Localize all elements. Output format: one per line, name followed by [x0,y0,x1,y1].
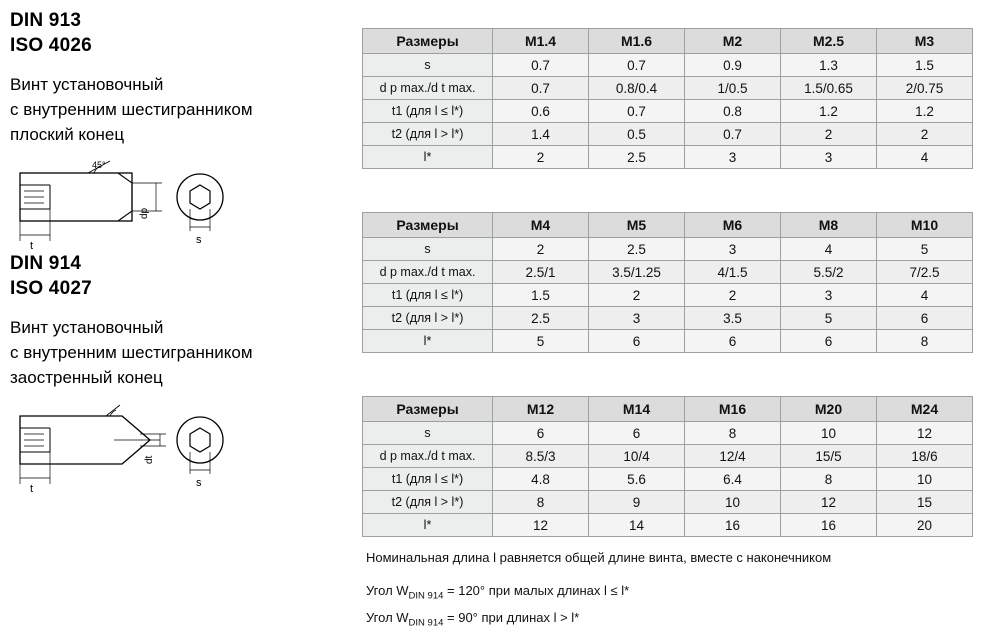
svg-text:45°: 45° [92,160,106,170]
col-header-size-3: M6 [685,213,781,238]
cell: 6 [685,330,781,353]
row-label: t2 (для l > l*) [363,307,493,330]
cell: 2/0.75 [877,77,973,100]
col-header-size-4: M2.5 [781,29,877,54]
col-header-size-3: M2 [685,29,781,54]
cell: 1/0.5 [685,77,781,100]
standard-iso-number-2: ISO 4027 [10,278,92,299]
description-1-line2: с внутренним шестигранником [10,100,253,119]
col-header-size-3: M16 [685,397,781,422]
note-nominal-length: Номинальная длина l равняется общей длине винта, вместе с наконечником [366,550,832,565]
row-label: t2 (для l > l*) [363,123,493,146]
cell: 6 [589,422,685,445]
drawing-svg-din914 [10,402,340,494]
cell: 3 [685,238,781,261]
cell: 10 [877,468,973,491]
table-row [363,491,973,514]
description-2-line3: заостренный конец [10,368,163,387]
row-label: l* [363,514,493,537]
cell: 10 [685,491,781,514]
standard-iso-number-1: ISO 4026 [10,35,92,56]
cell: 12 [781,491,877,514]
note-angle-90-post: = 90° при длинах l > l* [443,609,580,625]
cell: 15 [877,491,973,514]
description-2-line1: Винт установочный [10,318,164,337]
col-header-size-1: M1.4 [493,29,589,54]
cell: 4/1.5 [685,261,781,284]
cell: 1.4 [493,123,589,146]
cell: 2 [781,123,877,146]
cell: 0.7 [493,77,589,100]
cell: 12/4 [685,445,781,468]
dim-label-t-1: t [30,240,34,251]
cell: 8 [493,491,589,514]
table-row [363,307,973,330]
note-angle-120-pre: Угол W [366,583,409,598]
note-angle-90 [366,608,976,633]
description-1 [10,72,350,147]
cell: 5.5/2 [781,261,877,284]
col-header-dims: Размеры [363,213,493,238]
table-row [363,261,973,284]
cell: 3.5/1.25 [589,261,685,284]
table-row [363,77,973,100]
cell: 2 [877,123,973,146]
cell: 10 [781,422,877,445]
table-row [363,100,973,123]
cell: 0.8 [685,100,781,123]
cell: 3 [589,307,685,330]
description-2-line2: с внутренним шестигранником [10,343,253,362]
col-header-size-5: M10 [877,213,973,238]
dimensions-table-2 [362,212,973,353]
col-header-size-5: M3 [877,29,973,54]
row-label: l* [363,146,493,169]
cell: 3 [781,284,877,307]
cell: 6 [589,330,685,353]
cell: 9 [589,491,685,514]
col-header-size-4: M8 [781,213,877,238]
row-label: t1 (для l ≤ l*) [363,468,493,491]
table-row [363,514,973,537]
cell: 6 [493,422,589,445]
cell: 2.5 [493,307,589,330]
cell: 12 [493,514,589,537]
cell: 4 [877,284,973,307]
col-header-size-4: M20 [781,397,877,422]
standard-title-1 [10,8,350,58]
col-header-dims: Размеры [363,397,493,422]
cell: 6 [781,330,877,353]
dim-label-t-2: t [30,483,34,494]
left-column [10,0,350,494]
dim-label-dt-2: dt [144,455,155,464]
cell: 20 [877,514,973,537]
col-header-size-2: M5 [589,213,685,238]
col-header-size-2: M1.6 [589,29,685,54]
row-label: t1 (для l ≤ l*) [363,284,493,307]
cell: 8 [877,330,973,353]
cell: 2 [493,146,589,169]
cell: 18/6 [877,445,973,468]
cell: 2 [589,284,685,307]
cell: 10/4 [589,445,685,468]
dimensions-table-1 [362,28,973,169]
col-header-size-1: M4 [493,213,589,238]
dimensions-table-1-wrap [362,28,972,169]
drawing-cone-point-screw [10,402,340,494]
cell: 1.5 [493,284,589,307]
cell: 6.4 [685,468,781,491]
cell: 5 [493,330,589,353]
cell: 4.8 [493,468,589,491]
cell: 1.2 [877,100,973,123]
col-header-size-5: M24 [877,397,973,422]
cell: 8 [685,422,781,445]
cell: 0.6 [493,100,589,123]
dimensions-table-3 [362,396,973,537]
cell: 16 [685,514,781,537]
table-row [363,422,973,445]
standard-din-number-2: DIN 914 [10,253,82,274]
cell: 8.5/3 [493,445,589,468]
cell: 2.5 [589,238,685,261]
table-row [363,330,973,353]
notes-block [366,548,976,634]
table-row [363,146,973,169]
cell: 0.7 [685,123,781,146]
cell: 6 [877,307,973,330]
col-header-size-1: M12 [493,397,589,422]
note-angle-120-sub: DIN 914 [408,590,444,602]
cell: 12 [877,422,973,445]
cell: 1.5/0.65 [781,77,877,100]
row-label: s [363,422,493,445]
cell: 0.9 [685,54,781,77]
cell: 2.5 [589,146,685,169]
spec-block-din914 [10,251,350,494]
row-label: s [363,54,493,77]
description-1-line3: плоский конец [10,125,125,144]
table-row [363,445,973,468]
row-label: d p max./d t max. [363,77,493,100]
table-row [363,284,973,307]
dimensions-table-3-wrap [362,396,972,537]
cell: 2.5/1 [493,261,589,284]
table-row [363,54,973,77]
standard-title-2 [10,251,350,301]
col-header-dims: Размеры [363,29,493,54]
dim-label-s-1: s [196,234,202,246]
cell: 0.5 [589,123,685,146]
cell: 1.3 [781,54,877,77]
standard-din-number-1: DIN 913 [10,10,82,31]
row-label: d p max./d t max. [363,445,493,468]
table-row [363,238,973,261]
cell: 5.6 [589,468,685,491]
cell: 14 [589,514,685,537]
dim-label-dp-1: dp [139,207,150,219]
table-row [363,468,973,491]
description-2 [10,315,350,390]
cell: 8 [781,468,877,491]
drawing-svg-din913 [10,159,340,251]
cell: 1.5 [877,54,973,77]
cell: 3.5 [685,307,781,330]
dimensions-table-2-wrap [362,212,972,353]
note-angle-90-pre: Угол W [366,609,409,625]
description-1-line1: Винт установочный [10,75,164,94]
table-header-row [363,397,973,422]
cell: 2 [493,238,589,261]
note-angle-120 [366,581,976,606]
row-label: d p max./d t max. [363,261,493,284]
cell: 7/2.5 [877,261,973,284]
cell: 0.7 [589,54,685,77]
cell: 5 [877,238,973,261]
note-angle-120-post: = 120° при малых длинах l ≤ l* [443,583,630,598]
cell: 2 [685,284,781,307]
row-label: s [363,238,493,261]
row-label: t1 (для l ≤ l*) [363,100,493,123]
cell: 0.7 [493,54,589,77]
drawing-flat-point-screw [10,159,340,251]
cell: 5 [781,307,877,330]
spec-block-din913 [10,8,350,251]
cell: 0.8/0.4 [589,77,685,100]
cell: 3 [685,146,781,169]
table-row [363,123,973,146]
cell: 1.2 [781,100,877,123]
col-header-size-2: M14 [589,397,685,422]
cell: 15/5 [781,445,877,468]
table-header-row [363,29,973,54]
dim-label-s-2: s [196,477,202,489]
row-label: t2 (для l > l*) [363,491,493,514]
row-label: l* [363,330,493,353]
note-angle-90-sub: DIN 914 [408,617,444,629]
cell: 16 [781,514,877,537]
cell: 4 [781,238,877,261]
cell: 0.7 [589,100,685,123]
table-header-row [363,213,973,238]
cell: 4 [877,146,973,169]
cell: 3 [781,146,877,169]
